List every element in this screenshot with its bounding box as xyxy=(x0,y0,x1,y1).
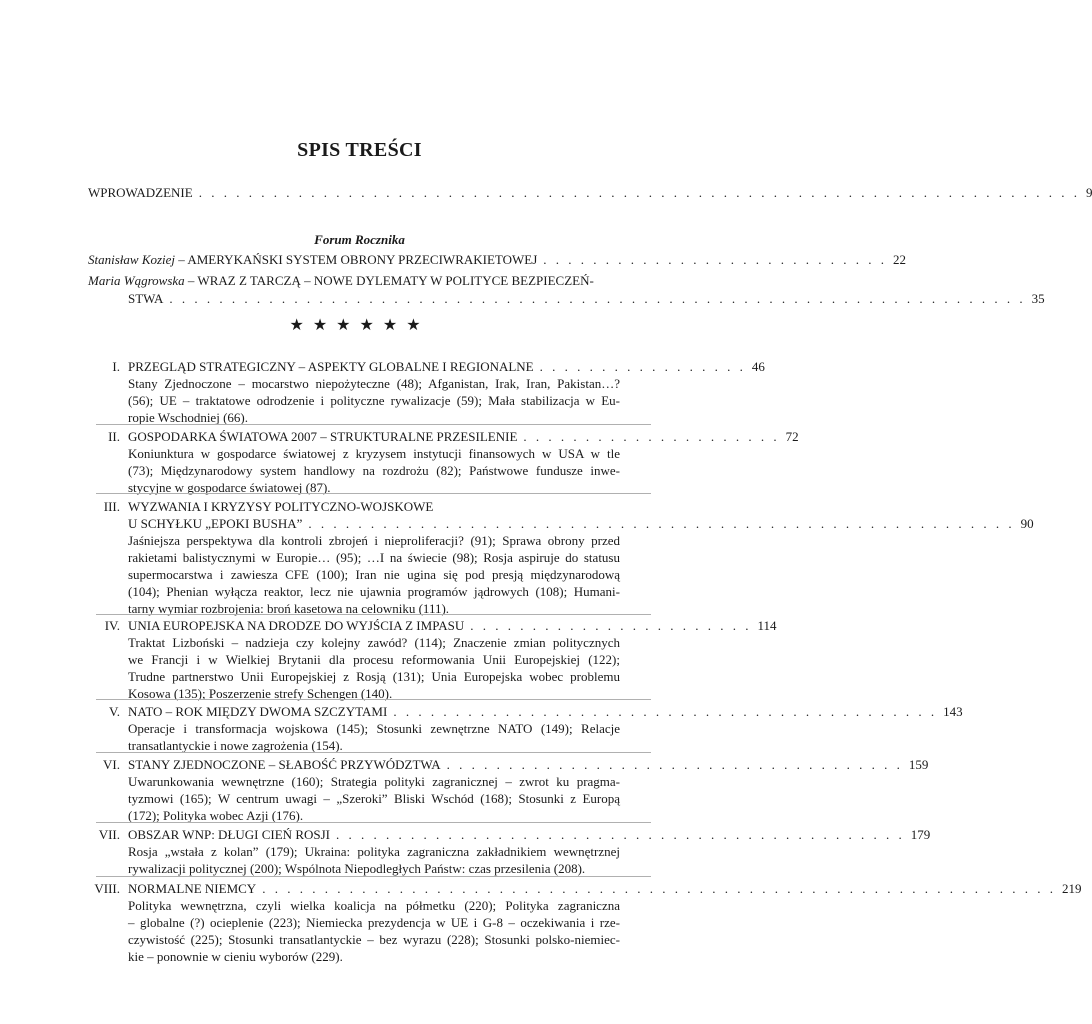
chapter-title: UNIA EUROPEJSKA NA DRODZE DO WYJŚCIA Z IMPASU xyxy=(128,618,465,633)
toc-entry-intro[interactable] xyxy=(88,184,1092,201)
chapter-title: NORMALNE NIEMCY xyxy=(128,881,257,896)
toc-chapter-3[interactable] xyxy=(128,515,1034,532)
chapter-number: I. xyxy=(112,359,120,374)
subsection-line: czywistość (225); Stosunki transatlantyckie – bez wyrazu (228); Stosunki polsko-niemiec- xyxy=(128,932,620,947)
page-number: 219 xyxy=(1061,881,1082,896)
toc-chapter-1[interactable] xyxy=(128,358,765,375)
subsection-line: rakietami balistycznymi w Europie… (95); …I na świecie (98); Rosja aspiruje do statusu xyxy=(128,550,620,565)
subsection-line: Stany Zjednoczone – mocarstwo niepożyteczne (48); Afganistan, Irak, Iran, Pakistan…? xyxy=(128,376,620,391)
entry-title: Stanisław Koziej – AMERYKAŃSKI SYSTEM OBRONY PRZECIWRAKIETOWEJ xyxy=(88,252,538,267)
chapter-number: IV. xyxy=(104,618,120,633)
page-number: 35 xyxy=(1031,291,1045,306)
subsection-line: (56); UE – traktatowe odrodzenie i polityczne rywalizacje (59); Mała stabilizacja w Eu- xyxy=(128,393,620,408)
chapter-number: III. xyxy=(103,499,120,514)
entry-author: Maria Wągrowska xyxy=(88,273,185,288)
subsection-line: (172); Polityka wobec Azji (176). xyxy=(128,808,304,823)
subsection-line: Polityka wewnętrzna, czyli wielka koalicja na półmetku (220); Polityka zagraniczna xyxy=(128,898,620,913)
chapter-subsections xyxy=(128,897,620,965)
leader-dots: . . . . . . . . . . . . . . . . . . . . . . . . . . . . . . . . . . . . . . . . . . . . . . . . . . . . . . . . . . . . . . . . xyxy=(262,881,1056,896)
subsection-line: (104); Phenian wyłącza reaktor, lecz nie ujawnia programów jądrowych (108); Humani- xyxy=(128,584,620,599)
page-number: 114 xyxy=(757,618,777,633)
page-number: 143 xyxy=(943,704,963,719)
leader-dots: . . . . . . . . . . . . . . . . . . . . . . . xyxy=(470,618,752,633)
subsection-line: Jaśniejsza perspektywa dla kontroli zbrojeń i nieproliferacji? (91); Sprawa obrony przed xyxy=(128,533,620,548)
separator xyxy=(96,614,651,615)
chapter-title: PRZEGLĄD STRATEGICZNY – ASPEKTY GLOBALNE I REGIONALNE xyxy=(128,359,534,374)
page-number: 9 xyxy=(1085,185,1092,200)
subsection-line: Operacje i transformacja wojskowa (145); Stosunki zewnętrzne NATO (149); Relacje xyxy=(128,721,620,736)
leader-dots: . . . . . . . . . . . . . . . . . . . . . . . . . . . . xyxy=(543,252,888,267)
chapter-number: VII. xyxy=(98,827,120,842)
subsection-line: – globalne (?) ocieplenie (223); Niemiecka prezydencja w UE i G-8 – oczekiwania i rze- xyxy=(128,915,620,930)
chapter-number: VIII. xyxy=(94,881,120,896)
subsection-line: supermocarstwa i zawiesza CFE (100); Iran nie ugina się pod presją międzynarodową xyxy=(128,567,620,582)
entry-title-text: AMERYKAŃSKI SYSTEM OBRONY PRZECIWRAKIETOWEJ xyxy=(187,252,538,267)
chapter-subsections xyxy=(128,532,620,617)
entry-author: Stanisław Koziej xyxy=(88,252,176,267)
toc-entry-forum-2-line2[interactable] xyxy=(128,290,1045,307)
entry-title-cont: STWA xyxy=(128,291,164,306)
separator xyxy=(96,876,651,877)
subsection-line: Rosja „wstała z kolan” (179); Ukraina: polityka zagraniczna zakładnikiem wewnętrznej xyxy=(128,844,620,859)
subsection-line: we Francji i w Wielkiej Brytanii dla procesu reformowania Unii Europejskiej (122); xyxy=(128,652,620,667)
chapter-subsections xyxy=(128,843,620,877)
leader-dots: . . . . . . . . . . . . . . . . . . . . . . . . . . . . . . . . . . . . . . . . . . . . . . . . . . . . . . . . . xyxy=(308,516,1015,531)
leader-dots: . . . . . . . . . . . . . . . . . xyxy=(539,359,746,374)
subsection-line: Uwarunkowania wewnętrzne (160); Strategia polityki zagranicznej – zwrot ku pragma- xyxy=(128,774,620,789)
subsection-line: transatlantyckie i nowe zagrożenia (154). xyxy=(128,738,343,753)
subsection-line: Traktat Lizboński – nadzieja czy kolejny zawód? (114); Znaczenie zmian politycznych xyxy=(128,635,620,650)
chapter-title: STANY ZJEDNOCZONE – SŁABOŚĆ PRZYWÓDZTWA xyxy=(128,757,441,772)
chapter-number: V. xyxy=(109,704,120,719)
toc-chapter-6[interactable] xyxy=(128,756,929,773)
toc-chapter-8[interactable] xyxy=(128,880,1082,897)
toc-chapter-7[interactable] xyxy=(128,826,931,843)
entry-title-text: WRAZ Z TARCZĄ – NOWE DYLEMATY W POLITYCE BEZPIECZEŃ- xyxy=(197,273,594,288)
subsection-line: rywalizacji politycznej (200); Wspólnota Niepodległych Państw: czas przesilenia (208). xyxy=(128,861,586,876)
leader-dots: . . . . . . . . . . . . . . . . . . . . . . . . . . . . . . . . . . . . . . . . . . . . . . . . . . . . . . . . . . . . . . . . . . . . . xyxy=(169,291,1026,306)
page-number: 22 xyxy=(893,252,907,267)
toc-chapter-5[interactable] xyxy=(128,703,963,720)
chapter-title: NATO – ROK MIĘDZY DWOMA SZCZYTAMI xyxy=(128,704,388,719)
leader-dots: . . . . . . . . . . . . . . . . . . . . . . . . . . . . . . . . . . . . . . . . . . . . . . . . . . . . . . . . . . . . . . . . . . . . . . . xyxy=(198,185,1080,200)
leader-dots: . . . . . . . . . . . . . . . . . . . . . . . . . . . . . . . . . . . . . xyxy=(446,757,903,772)
separator xyxy=(96,493,651,494)
chapter-number: VI. xyxy=(103,757,120,772)
subsection-line: Koniunktura w gospodarce światowej z kryzysem instytucji finansowych w USA w tle xyxy=(128,446,620,461)
page-number: 90 xyxy=(1020,516,1034,531)
chapter-title[interactable]: WYZWANIA I KRYZYSY POLITYCZNO-WOJSKOWE xyxy=(128,499,434,514)
subsection-line: (73); Międzynarodowy system handlowy na rozdrożu (82); Państwowe fundusze inwe- xyxy=(128,463,620,478)
stars-divider: ★★★★★★ xyxy=(289,315,430,334)
separator xyxy=(96,699,651,700)
chapter-subsections xyxy=(128,773,620,824)
chapter-title: GOSPODARKA ŚWIATOWA 2007 – STRUKTURALNE PRZESILENIE xyxy=(128,429,518,444)
page-number: 46 xyxy=(751,359,765,374)
page-number: 72 xyxy=(785,429,799,444)
chapter-subsections xyxy=(128,375,620,426)
section-heading-forum: Forum Rocznika xyxy=(314,232,405,247)
chapter-subsections xyxy=(128,720,620,754)
subsection-line: kie – ponownie w cieniu wyborów (229). xyxy=(128,949,343,964)
chapter-number: II. xyxy=(108,429,120,444)
toc-entry-forum-2-line1[interactable]: Maria Wągrowska – WRAZ Z TARCZĄ – NOWE DYLEMATY W POLITYCE BEZPIECZEŃ- xyxy=(88,273,594,288)
chapter-subsections xyxy=(128,634,620,702)
separator xyxy=(96,822,651,823)
leader-dots: . . . . . . . . . . . . . . . . . . . . . xyxy=(523,429,780,444)
subsection-line: tyzmowi (165); W centrum uwagi – „Szeroki” Bliski Wschód (168); Stosunki z Europą xyxy=(128,791,620,806)
chapter-title-cont: U SCHYŁKU „EPOKI BUSHA” xyxy=(128,516,303,531)
chapter-title: OBSZAR WNP: DŁUGI CIEŃ ROSJI xyxy=(128,827,330,842)
subsection-line: ropie Wschodniej (66). xyxy=(128,410,248,425)
subsection-line: stycyjne w gospodarce światowej (87). xyxy=(128,480,331,495)
separator xyxy=(96,424,651,425)
leader-dots: . . . . . . . . . . . . . . . . . . . . . . . . . . . . . . . . . . . . . . . . . . . . xyxy=(393,704,938,719)
toc-chapter-2[interactable] xyxy=(128,428,799,445)
leader-dots: . . . . . . . . . . . . . . . . . . . . . . . . . . . . . . . . . . . . . . . . . . . . . . xyxy=(336,827,905,842)
subsection-line: Trudne partnerstwo Unii Europejskiej z Rosją (131); Unia Europejska wobec problemu xyxy=(128,669,620,684)
entry-title: WPROWADZENIE xyxy=(88,185,193,200)
subsection-line: tarny wymiar rozbrojenia: broń kasetowa na celowniku (111). xyxy=(128,601,450,616)
page-title: SPIS TREŚCI xyxy=(297,139,422,161)
page-number: 179 xyxy=(910,827,931,842)
toc-chapter-4[interactable] xyxy=(128,617,777,634)
page-number: 159 xyxy=(908,757,929,772)
separator xyxy=(96,752,651,753)
chapter-subsections xyxy=(128,445,620,496)
subsection-line: Kosowa (135); Poszerzenie strefy Schengen (140). xyxy=(128,686,393,701)
toc-entry-forum-1[interactable] xyxy=(88,251,907,268)
